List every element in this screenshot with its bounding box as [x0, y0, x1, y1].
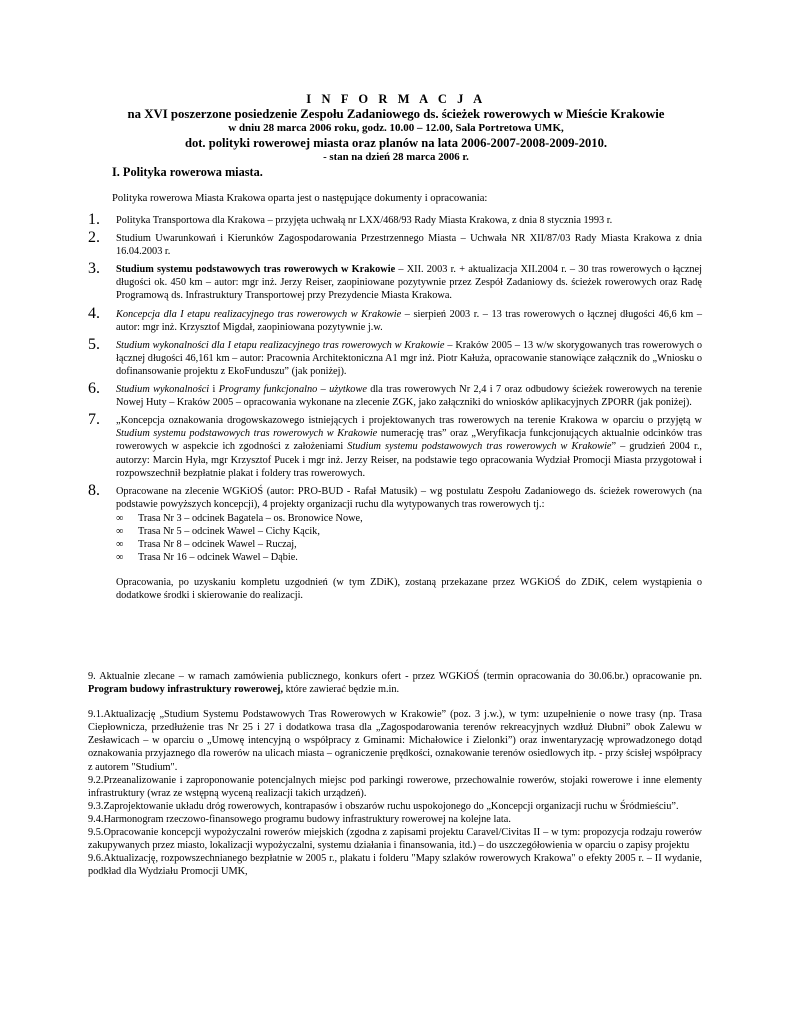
route-text: Trasa Nr 16 – odcinek Wawel – Dąbie.: [138, 552, 298, 564]
status-date: - stan na dzień 28 marca 2006 r.: [323, 150, 469, 163]
section-title: I. Polityka rowerowa miasta.: [112, 165, 263, 179]
infinity-bullet-icon: ∞: [116, 512, 124, 524]
list-item: [88, 411, 702, 479]
list-item: [88, 481, 702, 603]
route-item: [116, 551, 702, 564]
list-item-note: Opracowania, po uzyskaniu kompletu uzgodnień (w tym ZDiK), zostaną przekazane przez WGKiOŚ do ZDiK, celem wystąpienia o dodatkowe środki i skierowanie do realizacji.: [116, 577, 702, 602]
list-item-text: – Kraków 2005 – 13 w/w skorygowanych tras rowerowych o łącznej długości 46,161 km – autor: Pracownia Architektoniczna A1 mgr inż. Piotr Kałuża, opracowanie stanowiące załącznik do „Wniosku o dofinansowanie projektu z EkoFunduszu” (jak poniżej).: [116, 339, 702, 377]
list-item-text: Polityka Transportowa dla Krakowa – przyjęta uchwałą nr LXX/468/93 Rady Miasta Krakowa, z dnia 8 stycznia 1993 r.: [116, 215, 613, 226]
item-9-paragraph: [88, 670, 702, 696]
list-item-connector: i: [209, 384, 219, 396]
list-item: [88, 380, 702, 409]
route-text: Trasa Nr 8 – odcinek Wawel – Ruczaj,: [138, 539, 297, 551]
list-item-italic-title: Studium wykonalności dla I etapu realizacyjnego tras rowerowych w Krakowie: [116, 339, 445, 351]
list-item-number: 2.: [88, 229, 100, 247]
meeting-description: na XVI poszerzone posiedzenie Zespołu Zadaniowego ds. ścieżek rowerowych w Mieście Krakowie: [127, 107, 665, 121]
meeting-subject: dot. polityki rowerowej miasta oraz planów na lata 2006-2007-2008-2009-2010.: [184, 135, 608, 150]
list-item-number: 1.: [88, 211, 100, 228]
list-item-italic-title: Studium wykonalności: [116, 384, 210, 396]
list-item-number: 8.: [88, 481, 100, 499]
route-item: [116, 512, 702, 525]
list-item-text: – sierpień 2003 r. – 13 tras rowerowych o łącznej długości 46,6 km – autor: mgr inż. Krzysztof Migdał, zaopiniowana pozytywnie j.w.: [116, 308, 702, 333]
list-item-text: numerację tras” oraz „Weryfikacja funkcjonujących aktualnie odcinków tras rowerowych w aspekcie ich zgodności z założeniami: [116, 428, 702, 453]
current-orders-section: [88, 670, 702, 878]
list-item-number: 5.: [88, 335, 100, 353]
list-item-text: „Koncepcja oznakowania drogowskazowego istniejących i projektowanych tras rowerowych na terenie Krakowa w oparciu o przyjętą w: [116, 415, 702, 427]
list-item-italic-title: Programy funkcjonalno – użytkowe: [218, 384, 367, 396]
list-item-number: 6.: [88, 380, 100, 398]
list-item-number: 4.: [88, 304, 100, 322]
list-item-italic-title: Studium systemu podstawowych tras rowerowych w Krakowie: [116, 428, 378, 440]
list-item: [88, 304, 702, 334]
list-item: [88, 211, 702, 228]
list-item-bold-title: Studium systemu podstawowych tras rowerowych w Krakowie: [116, 264, 396, 276]
subpoint: 9.6.Aktualizację, rozpowszechnianego bezpłatnie w 2005 r., plakatu i folderu "Mapy szlaków rowerowych Krakowa" o efekty 2005 r. – II wydanie, podkład dla Wydziału Promocji UMK,: [88, 853, 702, 878]
list-item: [88, 260, 702, 302]
infinity-bullet-icon: ∞: [116, 552, 124, 564]
list-item-text: Studium Uwarunkowań i Kierunków Zagospodarowania Przestrzennego Miasta – Uchwała NR XII/87/03 Rady Miasta Krakowa z dnia 16.04.2003 r.: [116, 233, 702, 258]
route-text: Trasa Nr 3 – odcinek Bagatela – os. Bronowice Nowe,: [138, 512, 363, 524]
meeting-date-place: w dniu 28 marca 2006 roku, godz. 10.00 – 12.00, Sala Portretowa UMK,: [228, 122, 564, 135]
item-9-text: 9. Aktualnie zlecane – w ramach zamówienia publicznego, konkurs ofert - przez WGKiOŚ (termin opracowania do 30.06.br.) opracowanie pn.: [88, 671, 702, 682]
route-item: [116, 525, 702, 538]
subpoint: 9.4.Harmonogram rzeczowo-finansowego programu budowy infrastruktury rowerowej na kolejne lata.: [88, 813, 511, 825]
infinity-bullet-icon: ∞: [116, 525, 124, 537]
list-item-italic-title: Koncepcja dla I etapu realizacyjnego tras rowerowych w Krakowie: [116, 308, 402, 320]
list-item-text: dla tras rowerowych Nr 2,4 i 7 oraz odbudowy ścieżek rowerowych na terenie Nowej Huty – Kraków 2005 – opracowania wykonane na zlecenie ZGK, jako załączniki do wniosków aplikacyjnych ZPORR (jak poniżej).: [116, 384, 702, 409]
subpoint: 9.3.Zaprojektowanie układu dróg rowerowych, kontrapasów i obszarów ruchu uspokojonego do „Koncepcji organizacji ruchu w Śródmieściu”.: [88, 800, 679, 812]
list-item-text: Opracowane na zlecenie WGKiOŚ (autor: PRO-BUD - Rafał Matusik) – wg postulatu Zespołu Zadaniowego ds. ścieżek rowerowych (na podstawie powyższych koncepcji), 4 projekty organizacji ruchu dla wytypowanych tras rowerowych tj.:: [116, 485, 702, 510]
route-item: [116, 538, 702, 551]
document-list: [88, 211, 702, 607]
list-item: [88, 335, 702, 378]
list-item-text: ” – grudzień 2004 r., autorzy: Marcin Hyła, mgr Krzysztof Pucek i mgr inż. Jerzy Reiser, na podstawie tego opracowania Wydział Promocji Miasta przygotował i rozpowszechnił bezpłatnie plakat i foldery tras rowerowych.: [116, 441, 702, 479]
list-item-number: 7.: [88, 411, 100, 429]
route-list: [116, 512, 702, 564]
infinity-bullet-icon: ∞: [116, 539, 124, 551]
program-title: Program budowy infrastruktury rowerowej,: [88, 684, 284, 696]
list-item-number: 3.: [88, 260, 100, 278]
subpoint: 9.1.Aktualizację „Studium Systemu Podstawowych Tras Rowerowych w Krakowie” (poz. 3 j.w.), w tym: uzupełnienie o nowe trasy (np. Trasa Ciepłownicza, przedłużenie tras Nr 25 i 27 i dodatkowa trasa dla „Zagospodarowania terenów rekreacyjnych wzdłuż Dłubni” obok Zalewu w Zesławicach – w oparciu o „Umowę intencyjną o współpracy z Gminami: Michałowice i Zielonki”) oraz inwentaryzację wprowadzonego dotąd oznakowania przyjaznego dla rowerów na ulicach miasta – ograniczenie prędkości, oznakowanie terenów osiedlowych itp. - przy ścisłej współpracy z autorem "Studium".: [88, 709, 702, 773]
route-text: Trasa Nr 5 – odcinek Wawel – Cichy Kącik,: [138, 525, 320, 537]
document-header: [90, 92, 702, 164]
item-9-text: które zawierać będzie m.in.: [283, 684, 400, 696]
subpoint: 9.2.Przeanalizowanie i zaproponowanie potencjalnych miejsc pod parkingi rowerowe, przechowalnie rowerów, stojaki rowerowe i inne elementy infrastruktury (wraz ze wstępną wyceną realizacji takich urządzeń).: [88, 774, 702, 799]
list-item-text: – XII. 2003 r. + aktualizacja XII.2004 r. – 30 tras rowerowych o łącznej długości ok. 450 km – autor: mgr inż. Jerzy Reiser, zaopiniowane pozytywnie przez Zespół Zadaniowy ds. ścieżek rowerowych oraz Radę Programową ds. Infrastruktury Transportowej przy Prezydencie Miasta Krakowa.: [116, 264, 702, 302]
subpoint: 9.5.Opracowanie koncepcji wypożyczalni rowerów miejskich (zgodna z zapisami projektu Caravel/Civitas II – w tym: propozycja rodzaju rowerów zakupywanych przez miasto, lokalizacji wypożyczalni, systemu działania i finansowania, itd.) – do uszczegółowienia w oparciu o zapisy projektu: [88, 827, 702, 852]
document-title: I N F O R M A C J A: [306, 92, 486, 106]
intro-paragraph: Polityka rowerowa Miasta Krakowa oparta jest o następujące dokumenty i opracowania:: [112, 193, 488, 204]
list-item-italic-title: Studium systemu podstawowych tras rowerowych w Krakowie: [347, 441, 612, 453]
list-item: [88, 229, 702, 258]
